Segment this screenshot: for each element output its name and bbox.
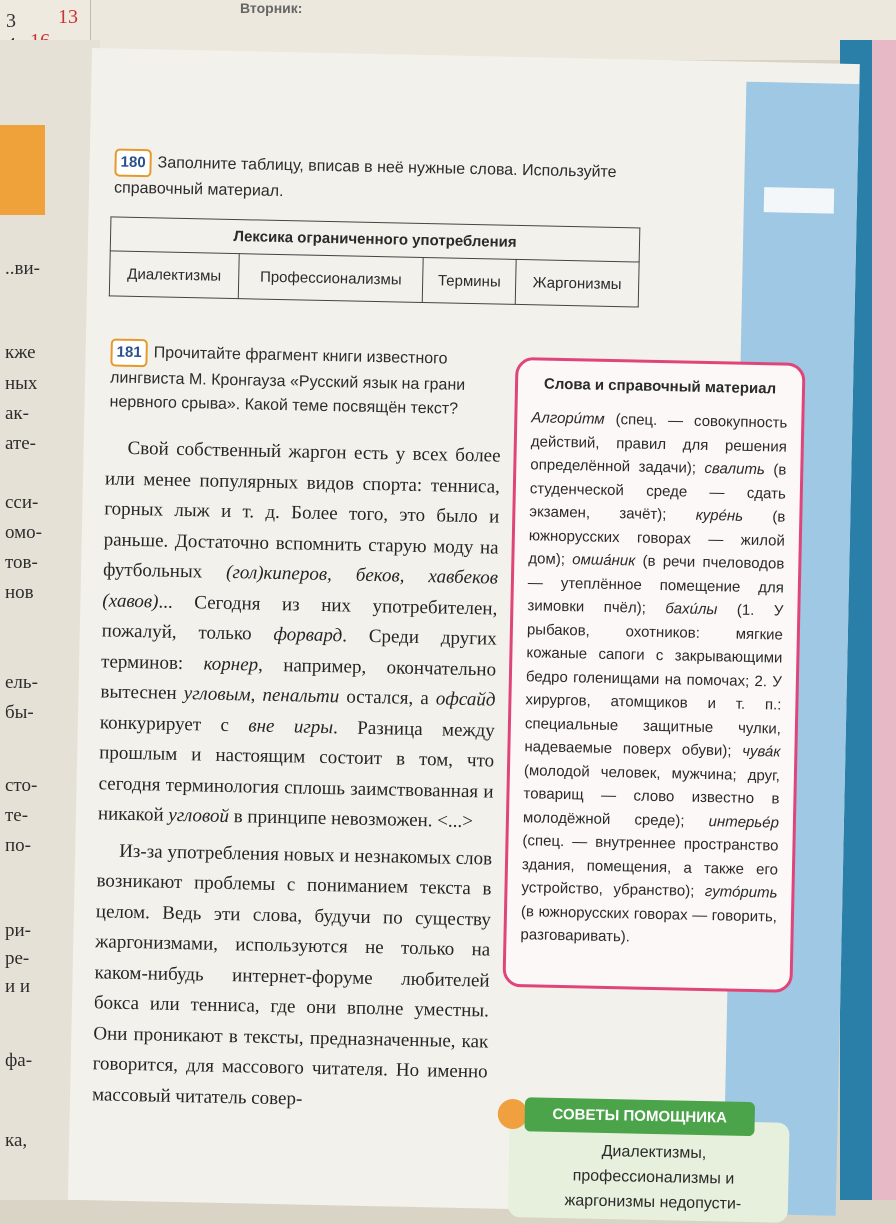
task-number-badge: 181 (110, 338, 148, 367)
left-page-fragment: фа- (5, 1050, 33, 1071)
textbook-page (68, 48, 860, 1216)
left-page-fragment: кже (5, 342, 36, 363)
task-180 (114, 149, 655, 212)
left-page-fragment: сто- (5, 775, 38, 796)
left-page-fragment: по- (5, 835, 31, 856)
left-page-fragment: ка, (5, 1130, 28, 1151)
left-page-fragment: ате- (5, 433, 37, 454)
reference-text: Алгори́тм (спец. — совокупность действий, правил для решения определённой задачи); свалить (в студенческой среде — сдать экзамен, зачёт); куре́нь (в южнорусских говорах — жилой дом); омша́ник (в речи пчеловодов — утеплённое помещение для зимовки пчёл); бахи́лы (1. У рыбаков, охотников: мягкие кожаные сапоги с закрывающими бедро голенищами на помочах; 2. У хирургов, атомщиков и т. п.: специальные защитные чулки, надеваемые поверх обуви); чува́к (молодой человек, мужчина; друг, товарищ — слово известно в молодёжной среде); интерье́р (спец. — внутреннее пространство здания, помещения, а также его устройство, убранство); гуто́рить (в южнорусских говорах — говорить, разговаривать). (520, 409, 788, 946)
left-page-fragment: тов- (5, 552, 38, 573)
reference-title: Слова и справочный материал (543, 375, 777, 398)
left-page-fragment: ак- (5, 403, 29, 424)
excerpt-paragraph: Из-за употребления новых и незнакомых слов возникают проблемы с пониманием текста в целом. Ведь эти слова, будучи по существу жаргонизмами, используются не только на каком-нибудь интернет-форуме любителей бокса или тенниса, где они вполне уместны. Они проникают в тексты, предназначенные, как говорится, для массового читателя. Но именно массовый читатель совер- (91, 840, 493, 1110)
orange-tab (0, 125, 45, 215)
table-column-professionalisms: Профессионализмы (238, 254, 423, 303)
notebook-day-label: Вторник: (240, 0, 303, 16)
excerpt-text (92, 433, 501, 1118)
task-181 (109, 338, 501, 422)
lexicon-table (109, 216, 641, 307)
side-strip-label (764, 187, 835, 213)
task-180-instruction (114, 149, 655, 212)
left-page-fragment: омо- (5, 522, 42, 543)
left-page-fragment: сси- (5, 492, 39, 513)
excerpt-paragraph: Свой собственный жаргон есть у всех более или менее популярных видов спорта: тенниса, горных лыж и т. д. Более того, это было и раньше. Достаточно вспомнить старую моду на футбольных (гол)киперов, беков, хавбеков (хавов)... Сегодня из них употребителен, пожалуй, только форвард. Среди других терминов: корнер, например, окончательно вытеснен угловым, пенальти остался, а офсайд конкурирует с вне игры. Разница между прошлым и настоящим состоит в том, что сегодня терминология сплошь заимствованная и никакой угловой в принципе невозможен. <...> (97, 437, 501, 833)
left-page-fragment: ..ви- (5, 258, 40, 279)
left-page-fragment: те- (5, 805, 29, 826)
calendar-number: 3 (6, 10, 16, 32)
table-column-terms: Термины (423, 257, 517, 304)
table-column-dialectisms: Диалектизмы (109, 251, 239, 299)
advice-header: СОВЕТЫ ПОМОЩНИКА (524, 1097, 755, 1136)
left-page-fragment: ри- (5, 920, 31, 941)
task-181-text: Прочитайте фрагмент книги известного лингвиста М. Кронгауза «Русский язык на грани нервного срыва». Какой теме посвящён текст? (109, 344, 466, 418)
left-page-fragment: ре- (5, 948, 30, 969)
table-column-jargonisms: Жаргонизмы (515, 259, 639, 307)
left-page-fragment: нов (5, 582, 34, 603)
task-180-text: Заполните таблицу, вписав в неё нужные слова. Используйте справочный материал. (113, 154, 617, 201)
pink-page-edge (872, 40, 896, 1200)
left-page-fragment: бы- (5, 702, 34, 723)
table-header: Лексика ограниченного употребления (110, 217, 640, 262)
left-page-fragment: и и (5, 976, 31, 997)
left-page-fragment: ель- (5, 672, 38, 693)
calendar-number: 13 (58, 6, 78, 28)
left-page-fragment: ных (5, 373, 38, 394)
reference-box (502, 357, 805, 993)
task-181-instruction (109, 338, 501, 422)
advice-text: Диалектизмы, профессионализмы и жаргонизмы недопусти- (564, 1142, 742, 1213)
task-number-badge: 180 (114, 149, 152, 178)
